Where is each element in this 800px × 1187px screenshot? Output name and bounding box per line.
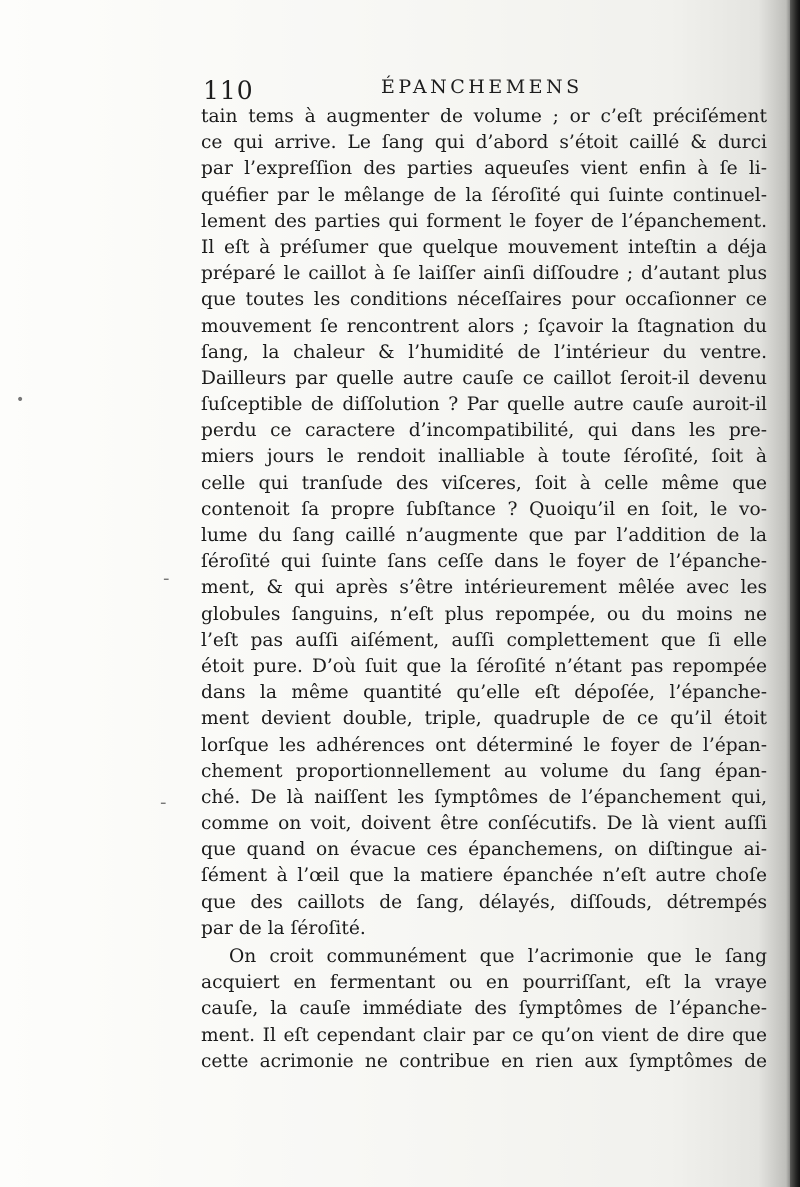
paragraph-1: [201, 104, 767, 942]
text-line: ce qui arrive. Le ſang qui d’abord s’étoit caillé & durci: [201, 132, 767, 154]
text-line: ſément à l’œil que la matiere épanchée n’eſt autre choſe: [201, 865, 767, 887]
text-line: lement des parties qui forment le foyer de l’épanchement.: [201, 210, 767, 232]
text-line: par de la ſéroſité.: [201, 917, 366, 939]
text-line: ment, & qui après s’être intérieurement mêlée avec les: [201, 577, 767, 599]
text-line: globules ſanguins, n’eſt plus repompée, ou du moins ne: [201, 603, 767, 625]
text-line: On croit communément que l’acrimonie que le ſang: [229, 946, 767, 967]
running-head: [203, 72, 763, 106]
page-number: 110: [203, 76, 254, 105]
text-line: ment. Il eſt cependant clair par ce qu’on vient de dire que: [201, 1024, 767, 1046]
margin-mark: ‐: [163, 568, 170, 589]
text-line: comme on voit, doivent être conſécutifs. De là vient auſſi: [201, 813, 767, 835]
text-line: ché. De là naiſſent les ſymptômes de l’épanchement qui,: [201, 786, 767, 808]
body-text: [201, 104, 767, 1075]
text-line: ſang, la chaleur & l’humidité de l’intérieur du ventre.: [201, 341, 767, 363]
text-line: par l’expreſſion des parties aqueuſes vient enfin à ſe li-: [201, 158, 767, 180]
running-title: ÉPANCHEMENS: [381, 76, 583, 98]
text-line: perdu ce caractere d’incompatibilité, qui dans les pre-: [201, 420, 767, 442]
text-line: que quand on évacue ces épanchemens, on diſtingue ai-: [201, 839, 767, 861]
text-line: miers jours le rendoit inalliable à toute ſéroſité, ſoit à: [201, 446, 767, 468]
text-line: que toutes les conditions néceſſaires pour occaſionner ce: [201, 289, 767, 311]
text-line: celle qui tranſude des viſceres, ſoit à celle même que: [201, 472, 767, 494]
text-line: préparé le caillot à ſe laiſſer ainſi diſſoudre ; d’autant plus: [201, 263, 767, 285]
text-line: quéfier par le mêlange de la ſéroſité qui ſuinte continuel-: [201, 184, 767, 206]
text-line: que des caillots de ſang, délayés, diſſouds, détrempés: [201, 891, 767, 913]
margin-mark: ‐: [160, 792, 167, 813]
text-line: ſuſceptible de diſſolution ? Par quelle autre cauſe auroit-il: [201, 394, 767, 416]
text-line: cette acrimonie ne contribue en rien aux ſymptômes de: [201, 1050, 767, 1072]
text-line: étoit pure. D’où ſuit que la ſéroſité n’étant pas repompée: [201, 655, 767, 677]
text-line: ſéroſité qui ſuinte ſans ceſſe dans le foyer de l’épanche-: [201, 551, 767, 573]
text-line: Dailleurs par quelle autre cauſe ce caillot ſeroit-il devenu: [201, 367, 767, 389]
margin-mark: •: [16, 392, 25, 408]
text-line: Il eſt à préſumer que quelque mouvement inteſtin a déja: [201, 236, 767, 258]
text-line: tain tems à augmenter de volume ; or c’eſt préciſément: [201, 106, 767, 127]
text-line: dans la même quantité qu’elle eſt dépoſée, l’épanche-: [201, 682, 767, 704]
text-line: ment devient double, triple, quadruple de ce qu’il étoit: [201, 708, 767, 730]
text-line: acquiert en fermentant ou en pourriſſant, eſt la vraye: [201, 972, 767, 994]
gutter-shadow: [786, 0, 800, 1187]
text-line: lorſque les adhérences ont déterminé le foyer de l’épan-: [201, 734, 767, 756]
text-line: cauſe, la cauſe immédiate des ſymptômes de l’épanche-: [201, 998, 767, 1020]
text-line: mouvement ſe rencontrent alors ; ſçavoir la ſtagnation du: [201, 315, 767, 337]
text-line: chement proportionnellement au volume du ſang épan-: [201, 760, 767, 782]
text-line: contenoit ſa propre ſubſtance ? Quoiqu’il en ſoit, le vo-: [201, 498, 767, 520]
text-line: l’eſt pas auſſi aiſément, auſſi complettement que ſi elle: [201, 629, 767, 651]
text-line: lume du ſang caillé n’augmente que par l’addition de la: [201, 525, 767, 546]
paragraph-2: [201, 944, 767, 1075]
